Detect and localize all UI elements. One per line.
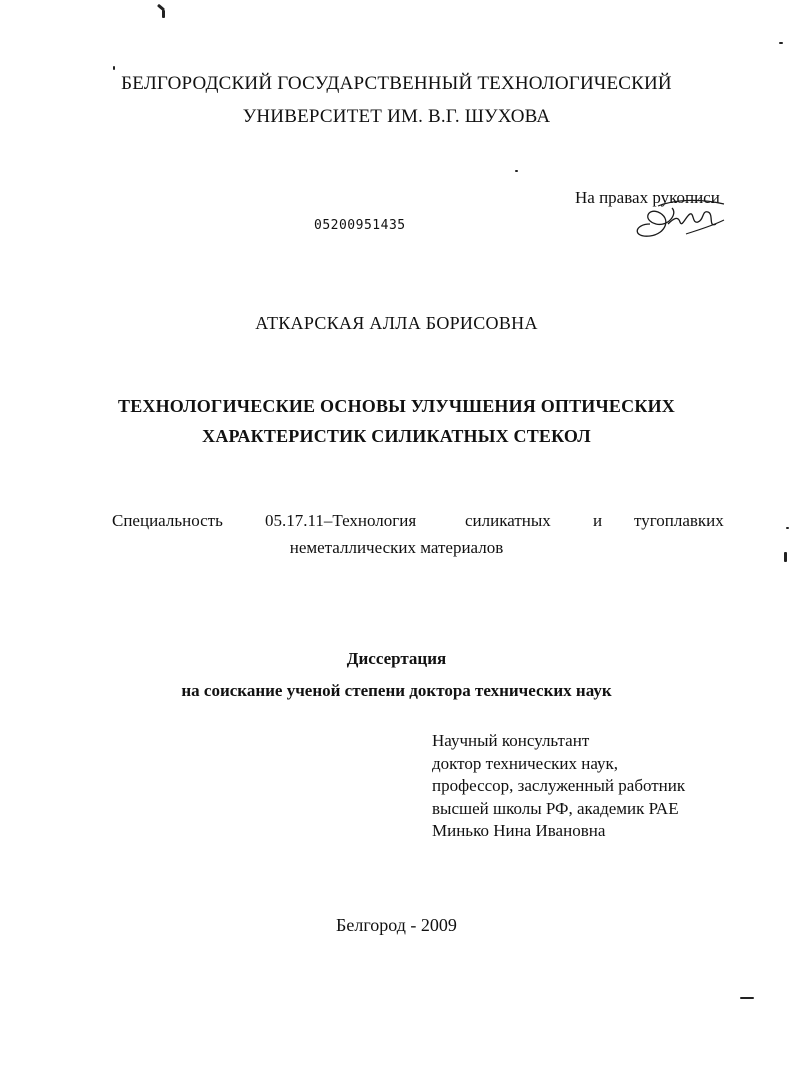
specialty-line-2: неметаллических материалов (289, 538, 504, 557)
university-line-2: УНИВЕРСИТЕТ ИМ. В.Г. ШУХОВА (242, 106, 551, 127)
specialty-code: 05.17.11–Технология (265, 511, 417, 530)
author-name: АТКАРСКАЯ АЛЛА БОРИСОВНА (255, 313, 538, 333)
scan-speck-mid (515, 170, 518, 172)
dissertation-type: Диссертация (346, 649, 447, 668)
consultant-line-1: Научный консультант (432, 731, 590, 750)
consultant-line-3: профессор, заслуженный работник (432, 776, 686, 795)
author-signature (628, 194, 728, 240)
manuscript-note: На правах рукописи (575, 188, 720, 207)
consultant-block (432, 730, 685, 843)
consultant-line-2: доктор технических наук, (432, 753, 619, 773)
scan-speck-right-mid (786, 527, 789, 529)
catalog-code: 05200951435 (314, 218, 406, 233)
dissertation-degree: на соискание ученой степени доктора технических наук (181, 681, 612, 700)
university-line-1: БЕЛГОРОДСКИЙ ГОСУДАРСТВЕННЫЙ ТЕХНОЛОГИЧЕСКИЙ (121, 73, 672, 94)
dissertation-title-line-1: ТЕХНОЛОГИЧЕСКИЕ ОСНОВЫ УЛУЧШЕНИЯ ОПТИЧЕСКИХ (118, 396, 675, 416)
consultant-line-4: высшей школы РФ, академик РАЕ (432, 798, 679, 818)
scan-speck-right-top (779, 42, 783, 44)
specialty-word-silicate: силикатных (465, 511, 551, 530)
specialty-word-refractory: тугоплавких (634, 511, 724, 530)
specialty-word-and: и (593, 511, 603, 530)
specialty-label: Специальность (112, 511, 223, 530)
scan-speck-right-bottom (740, 997, 754, 999)
consultant-name: Минько Нина Ивановна (432, 821, 606, 840)
city-year: Белгород - 2009 (336, 915, 457, 935)
dissertation-title-line-2: ХАРАКТЕРИСТИК СИЛИКАТНЫХ СТЕКОЛ (202, 426, 591, 446)
scan-speck-top2 (162, 10, 165, 18)
scan-speck-left (113, 66, 115, 70)
